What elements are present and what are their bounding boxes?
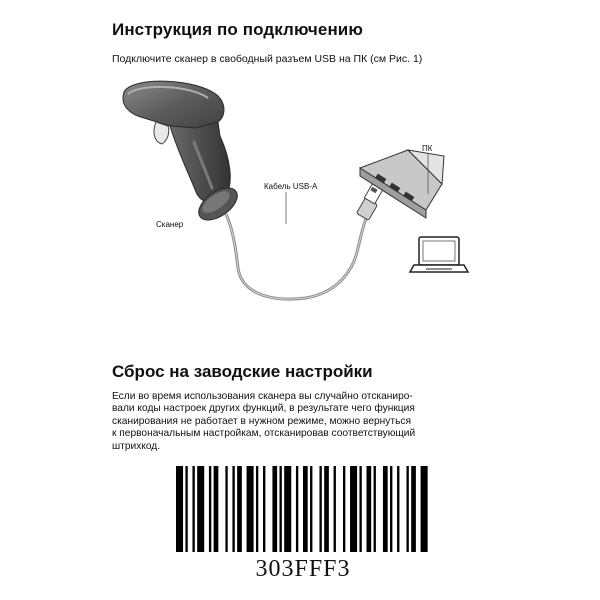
barcode-bars — [176, 466, 428, 552]
scanner-label: Сканер — [156, 220, 184, 229]
reset-description-line: штрихкод. — [112, 440, 161, 452]
reset-barcode — [176, 466, 430, 552]
barcode-bar — [411, 466, 416, 552]
barcode-bar — [406, 466, 408, 552]
barcode-bar — [421, 466, 428, 552]
usb-cable-icon — [226, 182, 384, 299]
laptop-icon — [410, 237, 468, 272]
barcode-bar — [232, 466, 234, 552]
barcode-bar — [397, 466, 399, 552]
connection-title: Инструкция по подключению — [112, 20, 363, 39]
barcode-bar — [225, 466, 227, 552]
connection-illustration — [108, 72, 508, 342]
barcode-bar — [279, 466, 281, 552]
barcode-bar — [350, 466, 357, 552]
barcode-bar — [374, 466, 376, 552]
barcode-bar — [390, 466, 392, 552]
reset-title: Сброс на заводские настройки — [112, 362, 373, 381]
reset-description-line: вали коды настроек других функций, в результате чего функция — [112, 403, 415, 415]
barcode-bar — [303, 466, 308, 552]
barcode-bar — [192, 466, 194, 552]
barcode-bar — [237, 466, 242, 552]
barcode-bar — [284, 466, 291, 552]
reset-description-line: к первоначальным настройкам, отсканировав соответствующий — [112, 428, 416, 440]
barcode-bar — [359, 466, 361, 552]
barcode-bar — [247, 466, 254, 552]
barcode-bar — [214, 466, 219, 552]
barcode-bar — [383, 466, 388, 552]
reset-description — [112, 391, 492, 453]
barcode-bar — [272, 466, 277, 552]
reset-description-line: сканирования не работает в нужном режиме, можно вернуться — [112, 415, 411, 427]
scanner-icon — [123, 81, 243, 226]
barcode-bar — [185, 466, 187, 552]
connection-figure — [108, 72, 508, 342]
pc-label: ПК — [422, 144, 433, 153]
barcode-bar — [319, 466, 321, 552]
barcode-bar — [324, 466, 329, 552]
barcode-bar — [296, 466, 298, 552]
barcode-bar — [367, 466, 372, 552]
barcode-value: 303FFF3 — [255, 556, 351, 582]
barcode-bar — [256, 466, 258, 552]
barcode-bar — [209, 466, 211, 552]
connection-intro: Подключите сканер в свободный разъем USB на ПК (см Рис. 1) — [112, 53, 423, 65]
barcode-bar — [334, 466, 336, 552]
barcode-bar — [176, 466, 183, 552]
barcode-bar — [197, 466, 204, 552]
reset-description-line: Если во время использования сканера вы случайно отсканиро- — [112, 391, 413, 402]
barcode-bar — [263, 466, 265, 552]
cable-label: Кабель USB-A — [264, 182, 318, 191]
barcode-bar — [343, 466, 345, 552]
barcode-bar — [310, 466, 312, 552]
